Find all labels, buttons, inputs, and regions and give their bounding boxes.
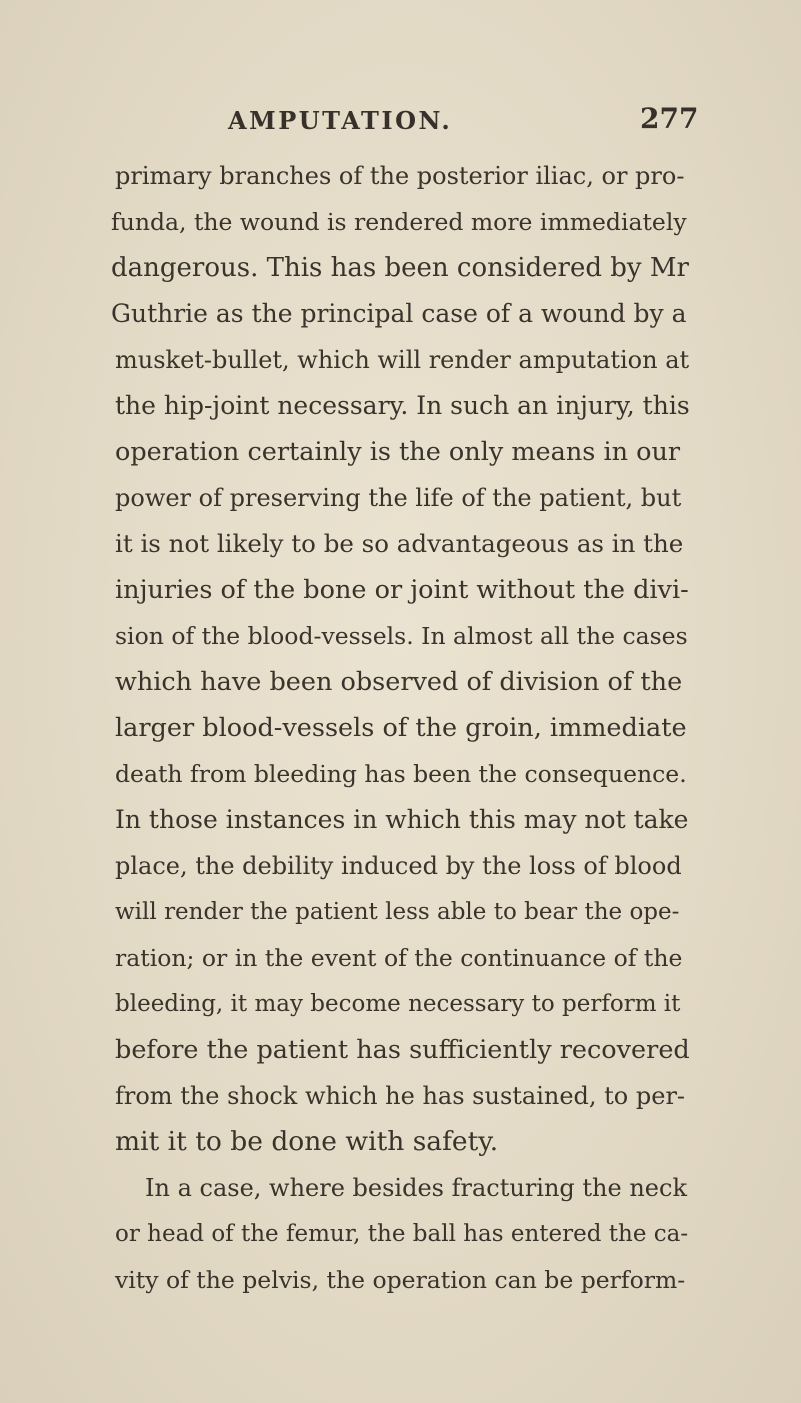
text-line: dangerous. This has been considered by Mr	[111, 253, 689, 283]
text-line: it is not likely to be so advantageous as in the	[115, 529, 684, 558]
text-line: or head of the femur, the ball has entered the ca-	[115, 1221, 689, 1247]
text-line: before the patient has sufficiently recovered	[115, 1035, 690, 1065]
text-line: In a case, where besides fracturing the neck	[145, 1174, 687, 1202]
text-line: from the shock which he has sustained, to per-	[115, 1082, 686, 1110]
text-line: operation certainly is the only means in our	[115, 437, 681, 467]
text-line: sion of the blood-vessels. In almost all the cases	[115, 622, 688, 650]
text-line: place, the debility induced by the loss of blood	[115, 852, 682, 880]
text-line: power of preserving the life of the patient, but	[115, 484, 682, 512]
page-number: 277	[640, 102, 699, 135]
text-line: musket-bullet, which will render amputation at	[115, 346, 690, 374]
text-line: death from bleeding has been the consequence.	[115, 760, 687, 788]
text-line: mit it to be done with safety.	[115, 1126, 499, 1157]
text-line: ration; or in the event of the continuance of the	[115, 944, 683, 972]
text-line: primary branches of the posterior iliac, or pro-	[115, 162, 685, 190]
text-line: will render the patient less able to bear the ope-	[115, 899, 680, 925]
text-line: Guthrie as the principal case of a wound by a	[111, 299, 687, 328]
text-line: larger blood-vessels of the groin, immediate	[115, 713, 687, 743]
text-line: vity of the pelvis, the operation can be perform-	[115, 1266, 686, 1294]
text-line: the hip-joint necessary. In such an injury, this	[115, 391, 690, 420]
text-line: funda, the wound is rendered more immediately	[111, 208, 687, 236]
text-line: which have been observed of division of the	[115, 667, 683, 697]
running-head: AMPUTATION.	[228, 106, 453, 135]
page-header	[0, 102, 801, 146]
text-line: In those instances in which this may not take	[115, 805, 689, 834]
text-line: bleeding, it may become necessary to perform it	[115, 991, 681, 1017]
text-line: injuries of the bone or joint without the divi-	[115, 575, 689, 605]
